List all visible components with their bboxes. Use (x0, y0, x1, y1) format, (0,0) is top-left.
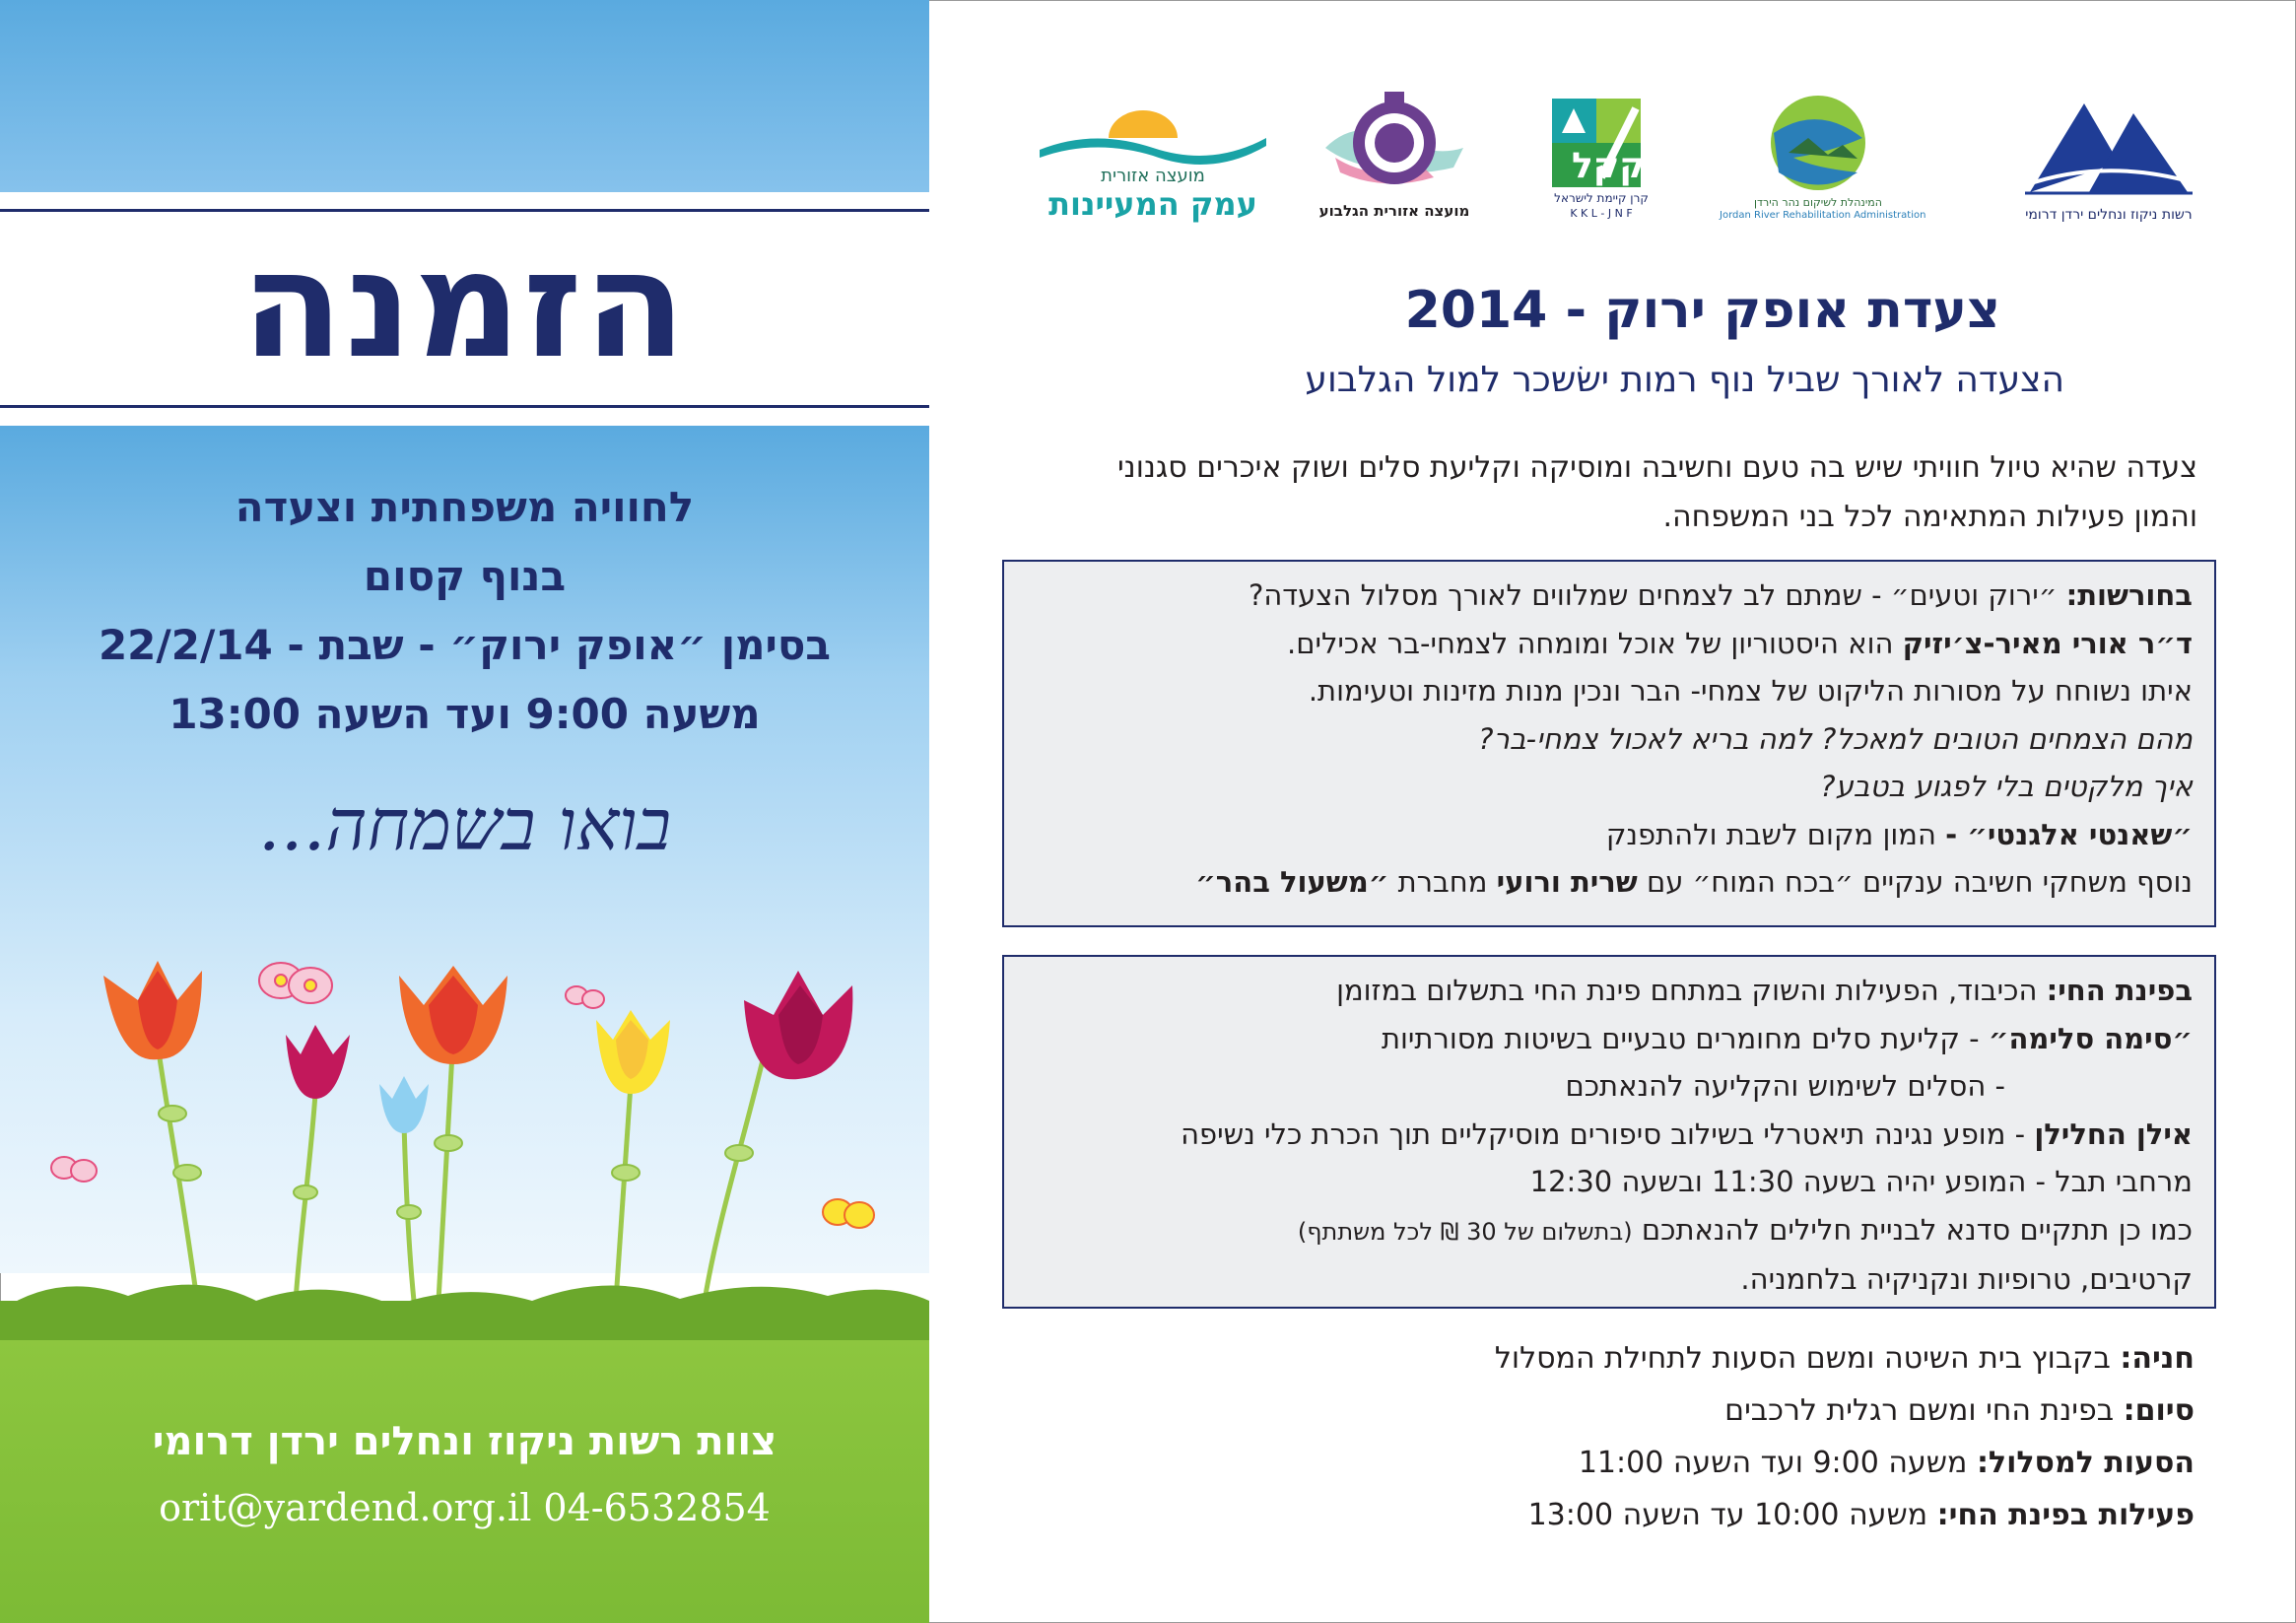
box2-line: אילן החלילן - מופע נגינה תיאטרלי בשילוב סיפורים מוסיקליים תוך הכרת כלי נשיפה (1181, 1116, 2193, 1151)
butterfly-right-small (566, 986, 604, 1008)
mountains-icon (2015, 99, 2202, 197)
box2-line: - הסלים לשימוש והקליעה להנאתכם (1565, 1069, 2005, 1103)
info-line: בנוף קסום (363, 552, 567, 600)
yellow-tulip (596, 1010, 670, 1094)
box2-line: קרטיבים, טרופיות ונקניקיה בלחמניה. (1740, 1262, 2193, 1296)
kkl-mark-icon (1552, 99, 1651, 187)
event-title: צעדת אופק ירוק - 2014 (1404, 281, 2000, 340)
box2-line: מרחבי תבל - המופע יהיה בשעה 11:30 ובשעה 12:30 (1529, 1165, 2193, 1198)
team-name: צוות רשות ניקוז ונחלים ירדן דרומי (152, 1419, 777, 1464)
event-info (0, 473, 929, 749)
petting-zoo-activities-box (1002, 955, 2216, 1309)
butterfly-left (51, 1157, 97, 1182)
jordan-river-logo: המינהלת לשיקום נהר הירדן Jordan River Rehabilitation Administration (1720, 94, 1917, 227)
groves-activities-box (1002, 560, 2216, 927)
sky-top (0, 0, 929, 192)
butterfly-right (823, 1199, 874, 1228)
butterfly-top (259, 963, 332, 1003)
box1-line: איך מלקטים בלי לפגוע בטבע? (1820, 770, 2193, 803)
svg-text:קקל: קקל (1572, 146, 1646, 186)
blue-tulip (379, 1076, 429, 1133)
event-subtitle: הצעדה לאורך שביל נוף רמות ישׂשכר למול הגלבוע (1305, 360, 2064, 400)
info-line: לחוויה משפחתית וצעדה (235, 483, 695, 531)
info-line: בסימן ״אופק ירוק״ - שבת - 22/2/14 (98, 621, 832, 669)
kkl-jnf-logo: קקל קרן קיימת לישראל K K L - J N F (1552, 99, 1651, 227)
emek-hamaayanot-logo: מועצה אזורית עמק המעיינות (1035, 108, 1271, 217)
box1-line: ד״ר אורי מאיר-צ׳יזיק הוא היסטוריון של אוכל ומומחה לצמחי-בר אכילים. (1287, 626, 2193, 660)
box1-line: נוסף משחקי חשיבה ענקיים ״בכח המוח״ עם שרית ורועי מחברת ״משעול בהר״ (1195, 865, 2193, 899)
detail-row: פעילות בפינת החי: משעה 10:00 עד השעה 13:00 (1527, 1498, 2195, 1532)
detail-row: חניה: בקבוץ בית השיטה ומשם הסעות לתחילת המסלול (1494, 1341, 2195, 1376)
box2-line: כמו כן תתקיים סדנא לבניית חלילים להנאתכם (בתשלום של 30 ₪ לכל משתתף) (1297, 1212, 2193, 1247)
logos-row (1015, 89, 2207, 237)
drainage-authority-logo: רשות ניקוז ונחלים ירדן דרומי (2015, 99, 2202, 227)
event-intro: צעדה שהיא טיול חוויתי שיש בה טעם וחשיבה ומוסיקה וקליעת סלים ושוק איכרים סגנוני והמון פעילות המתאימה לכל בני המשפחה. (1116, 450, 2197, 534)
emblem-icon (1316, 89, 1473, 197)
box2-line: ״סימה סלימה״ - קליעת סלים מחומרים טבעיים בשיטות מסורתיות (1381, 1021, 2193, 1055)
box1-line: ״שאנטי אלגנטי״ - המון מקום לשבת ולהתפנק (1605, 817, 2193, 851)
title-bottom-rule (0, 405, 929, 408)
invitation-title: הזמנה (241, 220, 688, 391)
gilboa-council-logo: מועצה אזורית הגלבוע (1316, 89, 1473, 227)
box1-line: מהם הצמחים הטובים למאכל? למה בריא לאכול צמחי-בר? (1478, 721, 2193, 756)
left-panel (0, 0, 929, 1623)
detail-row: סיום: בפינת החי ומשם רגלית לרכבים (1724, 1393, 2195, 1428)
grass-field (0, 1340, 929, 1623)
globe-river-icon (1720, 94, 1917, 192)
box1-line: בחורשות: ״ירוק וטעים״ - שמתם לב לצמחים שמלווים לאורך מסלול הצעדה? (1248, 578, 2193, 612)
box2-line: בפינת החי: הכיבוד, הפעילות והשוק במתחם פינת החי בתשלום במזומן (1336, 974, 2193, 1007)
box1-line: איתו נשוחח על מסורות הליקוט של צמחי- הבר ונכין מנות מזינות וטעימות. (1308, 674, 2193, 708)
orange-tulip-left (103, 961, 202, 1059)
orange-tulip-middle (399, 966, 507, 1064)
detail-row: הסעות למסלול: משעה 9:00 ועד השעה 11:00 (1578, 1446, 2195, 1480)
sun-wave-icon (1035, 108, 1271, 168)
magenta-tulip-small (286, 1025, 350, 1099)
logistics-details (1495, 1332, 2195, 1541)
title-top-rule (0, 209, 929, 212)
welcome-text: בואו בשמחה... (257, 783, 672, 866)
info-line: משעה 9:00 ועד השעה 13:00 (169, 690, 761, 738)
contact-info: orit@yardend.org.il 04-6532854 (159, 1486, 771, 1529)
